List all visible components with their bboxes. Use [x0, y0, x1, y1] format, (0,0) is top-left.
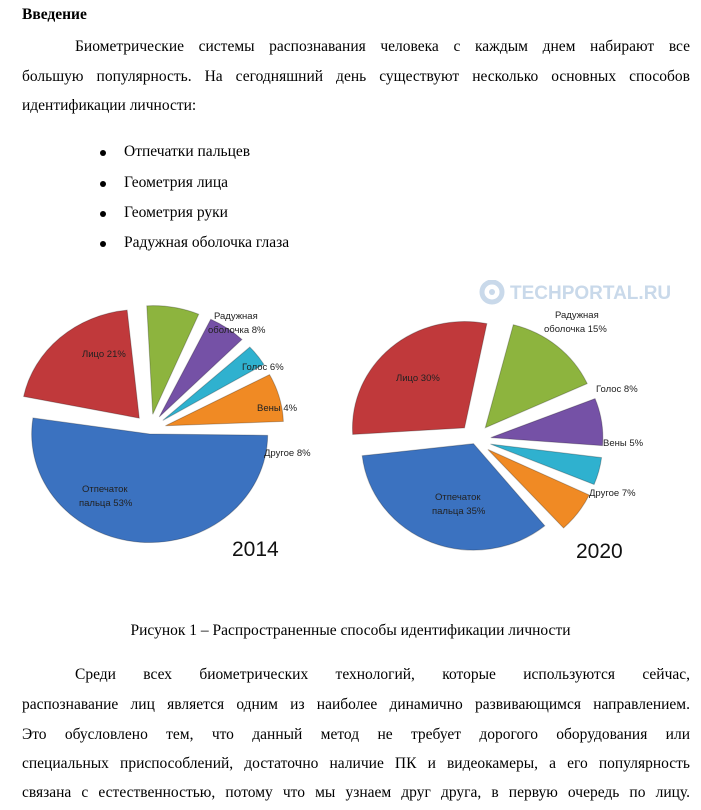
paragraph-line: Среди всех биометрических технологий, которые используются сейчас,	[75, 666, 690, 683]
paragraph-line: специальных приспособлений, достаточно наличие ПК и видеокамеры, а его популярность	[22, 755, 690, 772]
figure-pie-charts	[0, 280, 701, 580]
svg-text:TECHPORTAL.RU: TECHPORTAL.RU	[510, 283, 672, 304]
paragraph-line: Это обусловлено тем, что данный метод не требует дорогого оборудования или	[22, 726, 690, 743]
paragraph-line: Биометрические системы распознавания человека с каждым днем набирают все	[75, 38, 690, 55]
label-other: Другое 8%	[264, 448, 311, 459]
paragraph-line: распознавание лиц является одним из наиболее динамично развивающимся направлением.	[22, 696, 690, 713]
paragraph-line: большую популярность. На сегодняшний день существуют несколько основных способов	[22, 68, 690, 85]
figure-caption: Рисунок 1 – Распространенные способы идентификации личности	[130, 622, 571, 639]
section-heading: Введение	[22, 6, 87, 23]
label-fingerprint: Отпечаток	[435, 492, 481, 503]
bullet-icon	[100, 241, 106, 247]
pie-chart-2014	[24, 306, 284, 543]
bullet-icon	[100, 181, 106, 187]
label-iris: Радужная	[214, 311, 258, 322]
label-fingerprint: пальца 53%	[79, 498, 133, 509]
label-fingerprint: Отпечаток	[82, 484, 128, 495]
label-iris: оболочка 15%	[544, 324, 607, 335]
watermark	[482, 282, 671, 304]
label-fingerprint: пальца 35%	[432, 506, 486, 517]
pie-slice-1	[24, 310, 140, 418]
label-face: Лицо 21%	[82, 349, 126, 360]
label-voice: Голос 6%	[242, 362, 284, 373]
bullet-icon	[100, 150, 106, 156]
label-veins: Вены 5%	[603, 438, 644, 449]
bullet-icon	[100, 211, 106, 217]
label-face: Лицо 30%	[396, 373, 440, 384]
pie-slice-6	[32, 418, 268, 543]
paragraph-line: идентификации личности:	[22, 97, 197, 114]
label-other: Другое 7%	[589, 488, 636, 499]
chart-title-2020: 2020	[576, 540, 623, 563]
paragraph-line: связана с естественностью, потому что мы узнаем друг друга, в первую очередь по лицу.	[22, 784, 690, 801]
label-iris: оболочка 8%	[208, 325, 266, 336]
label-veins: Вены 4%	[257, 403, 298, 414]
label-iris: Радужная	[555, 310, 599, 321]
chart-title-2014: 2014	[232, 538, 279, 561]
label-voice: Голос 8%	[596, 384, 638, 395]
